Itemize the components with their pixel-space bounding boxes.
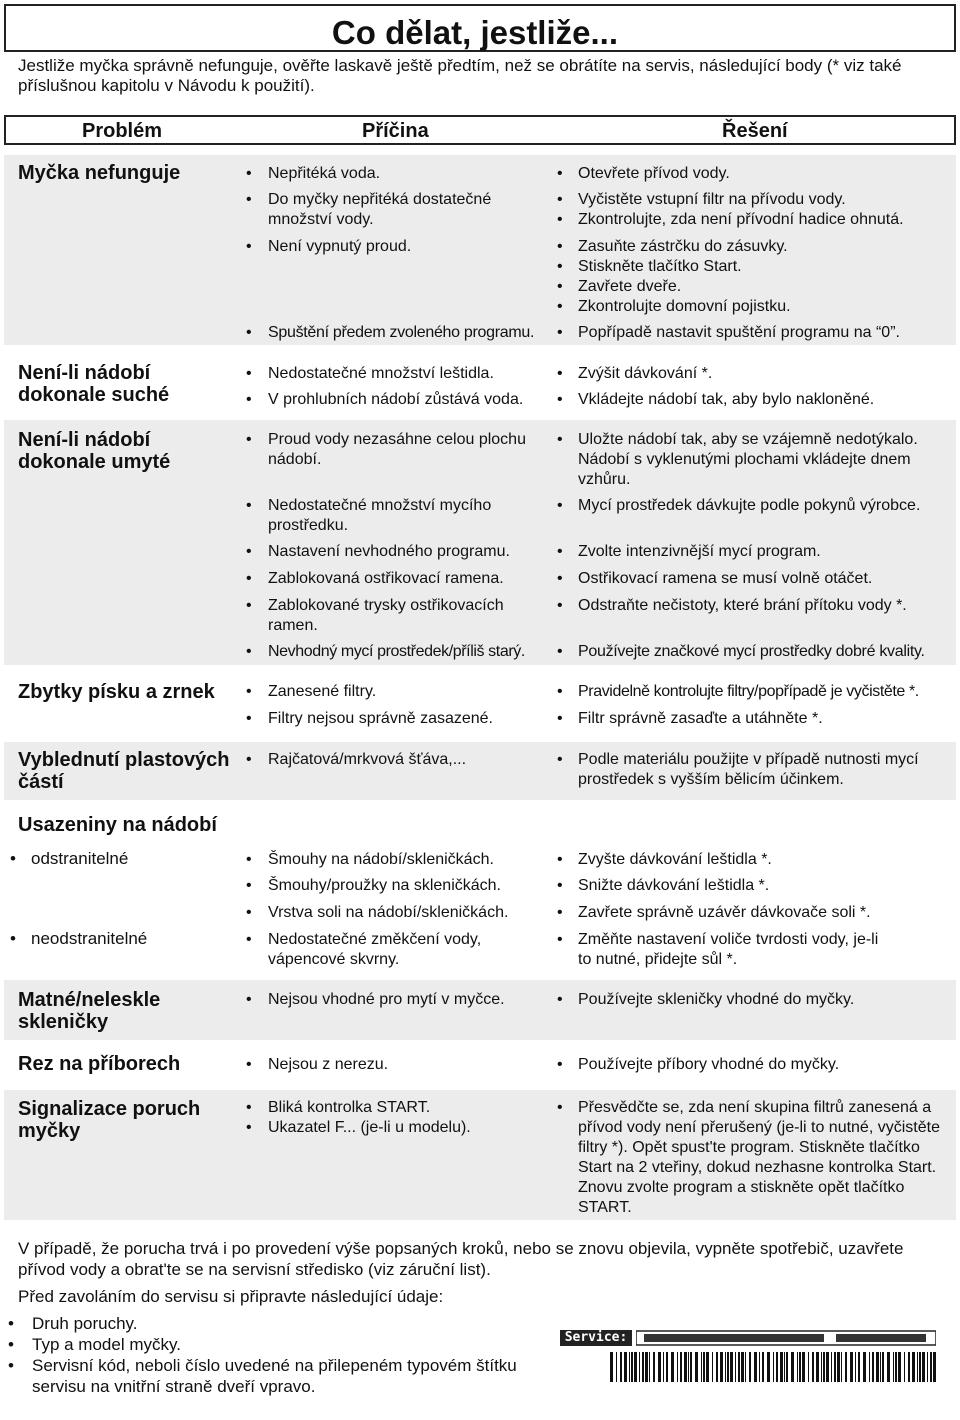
solution-text: Zvolte intenzivnější mycí program. [578,543,821,560]
problem-label: Usazeniny na nádobí [18,814,217,836]
cause-text: Nedostatečné změkčení vody, vápencové skvrny. [268,931,482,968]
problem-label: Rez na příborech [18,1053,181,1075]
problem-label: Myčka nefunguje [18,162,181,184]
problem-label: Není-li nádobí dokonale umyté [18,429,171,473]
cause-text: Ukazatel F... (je-li u modelu). [268,1119,471,1136]
cause-text: V prohlubních nádobí zůstává voda. [268,391,524,408]
cause-text: Do myčky nepřitéká dostatečné množství vody. [268,191,492,228]
problem-label: Zbytky písku a zrnek [18,681,215,703]
problem-label: Není-li nádobí dokonale suché [18,362,170,406]
footer-list-item: • Druh poruchy. [18,1313,528,1334]
solution-text: Podle materiálu použijte v případě nutnosti mycí prostředek s vyšším bělicím účinkem. [578,751,919,788]
service-label-graphic [560,1330,938,1382]
cause-text: Nevhodný mycí prostředek/příliš starý. [268,643,525,660]
page-title: Co dělat, jestliže... [331,14,618,51]
solution-text: Zkontrolujte domovní pojistku. [578,298,791,315]
solution-text: Zvyšte dávkování leštidla *. [578,851,772,868]
solution-text: Používejte skleničky vhodné do myčky. [578,991,855,1008]
solution-text: Snižte dávkování leštidla *. [578,877,770,894]
header-cause: Příčina [362,120,429,142]
footer-list-item: • Typ a model myčky. [18,1334,528,1355]
cause-text: Nejsou z nerezu. [268,1056,389,1073]
cause-text: Nedostatečné množství mycího prostředku. [268,497,492,534]
cause-text: Šmouhy/proužky na skleničkách. [268,877,501,894]
cause-text: Není vypnutý proud. [268,238,412,255]
footer-list [18,1313,528,1397]
cause-text: Nejsou vhodné pro mytí v myčce. [268,991,505,1008]
service-code-field [636,1330,936,1346]
problem-label: Signalizace poruch myčky [18,1098,201,1142]
solution-text: Uložte nádobí tak, aby se vzájemně nedotýkalo. Nádobí s vyklenutými plochami vkládejte dnem vzhůru. [578,431,918,488]
solution-text: Filtr správně zasaďte a utáhněte *. [578,710,823,727]
table-header [4,115,956,145]
solution-text: Zavřete dveře. [578,278,682,295]
cause-text: Proud vody nezasáhne celou plochu nádobí. [268,431,526,468]
cause-text: Rajčatová/mrkvová šťáva,... [268,751,467,768]
solution-text: Zavřete správně uzávěr dávkovače soli *. [578,904,871,921]
cause-text: Zablokovaná ostřikovací ramena. [268,570,504,587]
cause-text: Nepřitéká voda. [268,165,381,182]
problem-label: Matné/neleskle skleničky [18,989,161,1033]
sub-label: odstranitelné [31,849,129,868]
cause-text: Bliká kontrolka START. [268,1099,431,1116]
solution-text: Používejte příbory vhodné do myčky. [578,1056,840,1073]
header-problem: Problém [82,120,163,142]
solution-text: Stiskněte tlačítko Start. [578,258,742,275]
solution-text: Zasuňte zástrčku do zásuvky. [578,238,788,255]
solution-text: Mycí prostředek dávkujte podle pokynů výrobce. [578,497,921,514]
cause-text: Šmouhy na nádobí/skleničkách. [268,851,494,868]
solution-text: Otevřete přívod vody. [578,165,730,182]
header-solution: Řešení [722,120,788,142]
footer-text: V případě, že porucha trvá i po provedení výše popsaných kroků, nebo se znovu objevila, vypněte spotřebič, uzavřete přívod vody a obrat'te se na servisní středisko (viz záruční list). [18,1239,904,1279]
cause-text: Spuštění předem zvoleného programu. [268,324,535,341]
solution-text: Přesvědčte se, zda není skupina filtrů zanesená a přívod vody není přerušený (je-li to nutné, vyčistěte filtry *). Opět spust'te program. Stiskněte tlačítko Start na 2 vteřiny, dokud nezhasne kontrolka Start. Znovu zvolte program a stiskněte opět tlačítko START. [578,1099,940,1216]
solution-text: Používejte značkové mycí prostředky dobré kvality. [578,643,925,660]
solution-text: Vyčistěte vstupní filtr na přívodu vody. [578,191,846,208]
solution-text: Ostřikovací ramena se musí volně otáčet. [578,570,873,587]
cause-text: Zanesené filtry. [268,683,377,700]
service-badge: Service: [560,1330,632,1346]
solution-text: Popřípadě nastavit spuštění programu na “0”. [578,324,900,341]
cause-text: Vrstva soli na nádobí/skleničkách. [268,904,509,921]
barcode-icon [610,1352,938,1382]
intro-text: Jestliže myčka správně nefunguje, ověřte laskavě ještě předtím, než se obrátíte na servis, následující body (* viz také příslušnou kapitolu v Návodu k použití). [18,56,902,95]
footer-list-item: • Servisní kód, neboli číslo uvedené na přilepeném typovém štítku servisu na vnitřní straně dveří vpravo. [18,1355,528,1397]
sub-label: neodstranitelné [31,929,148,948]
cause-text: Nastavení nevhodného programu. [268,543,510,560]
title-box [4,4,956,52]
footer-intro: Před zavoláním do servisu si připravte následující údaje: [18,1287,444,1306]
problem-label: Vyblednutí plastových částí [18,749,230,793]
cause-text: Zablokované trysky ostřikovacích ramen. [268,597,504,634]
solution-text: Odstraňte nečistoty, které brání přítoku vody *. [578,597,907,614]
solution-text: Vkládejte nádobí tak, aby bylo nakloněné. [578,391,875,408]
cause-text: Nedostatečné množství leštidla. [268,365,494,382]
cause-text: Filtry nejsou správně zasazené. [268,710,493,727]
solution-text: Zkontrolujte, zda není přívodní hadice ohnutá. [578,211,904,228]
solution-text: Zvýšit dávkování *. [578,365,713,382]
solution-text: Pravidelně kontrolujte filtry/popřípadě je vyčistěte *. [578,683,919,700]
solution-text: Změňte nastavení voliče tvrdosti vody, je-li to nutné, přidejte sůl *. [578,931,879,968]
